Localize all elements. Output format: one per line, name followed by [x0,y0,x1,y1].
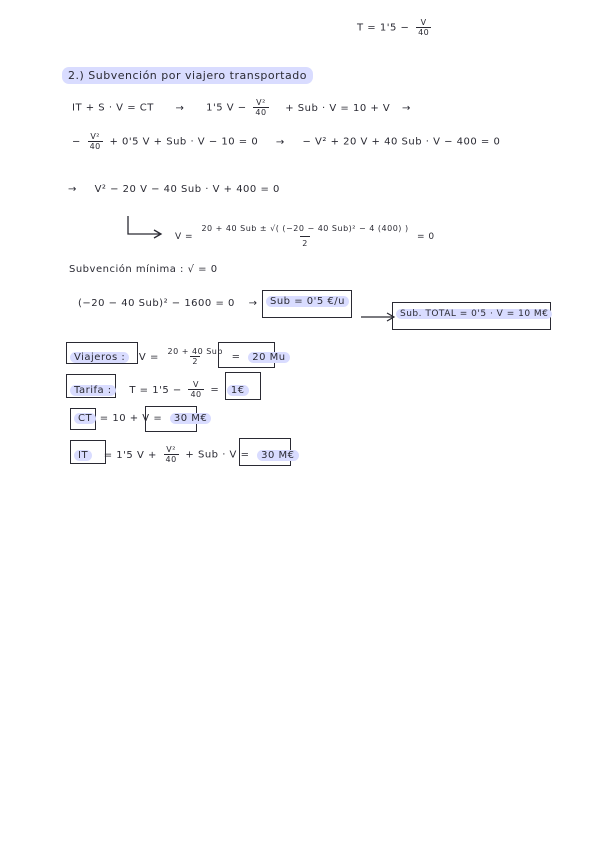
it-line: IT = 1'5 V + $\frac{\text{V²}}{40}$ + Sub · V = 30 M€ [74,445,299,464]
section-title: 2.) Subvención por viajero transportado [62,67,313,84]
fraction: $\frac{\text{V²}}{40}$ [255,98,267,117]
equation-negative: − $\frac{\text{V²}}{40}$ + 0'5 V + Sub · V − 10 = 0 → − V² + 20 V + 40 Sub · V − 400 = 0 [72,132,501,151]
arrow-icon: → [275,136,285,148]
equation-v-formula: V = $\frac{\text{20 + 40 Sub ± √( (−20 − 40 Sub)² − 4 (400) )}}{2}$ = 0 [175,222,435,251]
fraction: $\frac{\text{20 + 40 Sub}}{2}$ [167,347,223,366]
fraction: $\frac{\text{20 + 40 Sub ± √( (−20 − 40 Sub)² − 4 (400) )}}{2}$ [199,222,410,251]
equation-quadratic: → V² − 20 V − 40 Sub · V + 400 = 0 [68,184,280,195]
bent-arrow-icon [126,214,166,240]
equation-tarifa-top: T = 1'5 − $\frac{V}{40}$ [357,18,430,37]
fraction: $\frac{\text{V²}}{40}$ [165,445,177,464]
tarifa-line: Tarifa : T = 1'5 − $\frac{V}{40}$ = 1€ [70,380,249,399]
equation-sub: (−20 − 40 Sub)² − 1600 = 0 → [78,298,258,309]
ct-line: CT = 10 + V = 30 M€ [74,413,211,424]
viajeros-line: Viajeros : V = $\frac{\text{20 + 40 Sub}}{2}$ = 20 Mu [70,347,290,366]
arrow-icon: → [401,102,411,114]
arrow-icon: → [175,102,185,114]
sub-total: Sub. TOTAL = 0'5 · V = 10 M€ [396,309,552,319]
equation-it-ct: IT + S · V = CT → 1'5 V − $\frac{\text{V²}}{40}$ + Sub · V = 10 + V → [72,98,411,117]
result-sub: Sub = 0'5 €/u [266,296,349,307]
fraction: $\frac{\text{V²}}{40}$ [89,132,101,151]
arrow-icon [360,312,396,322]
arrow-icon: → [248,298,258,309]
fraction: $\frac{V}{40}$ [418,18,430,37]
fraction: $\frac{V}{40}$ [190,380,202,399]
arrow-icon: → [68,184,77,195]
subvencion-minima: Subvención mínima : √ = 0 [69,264,218,275]
